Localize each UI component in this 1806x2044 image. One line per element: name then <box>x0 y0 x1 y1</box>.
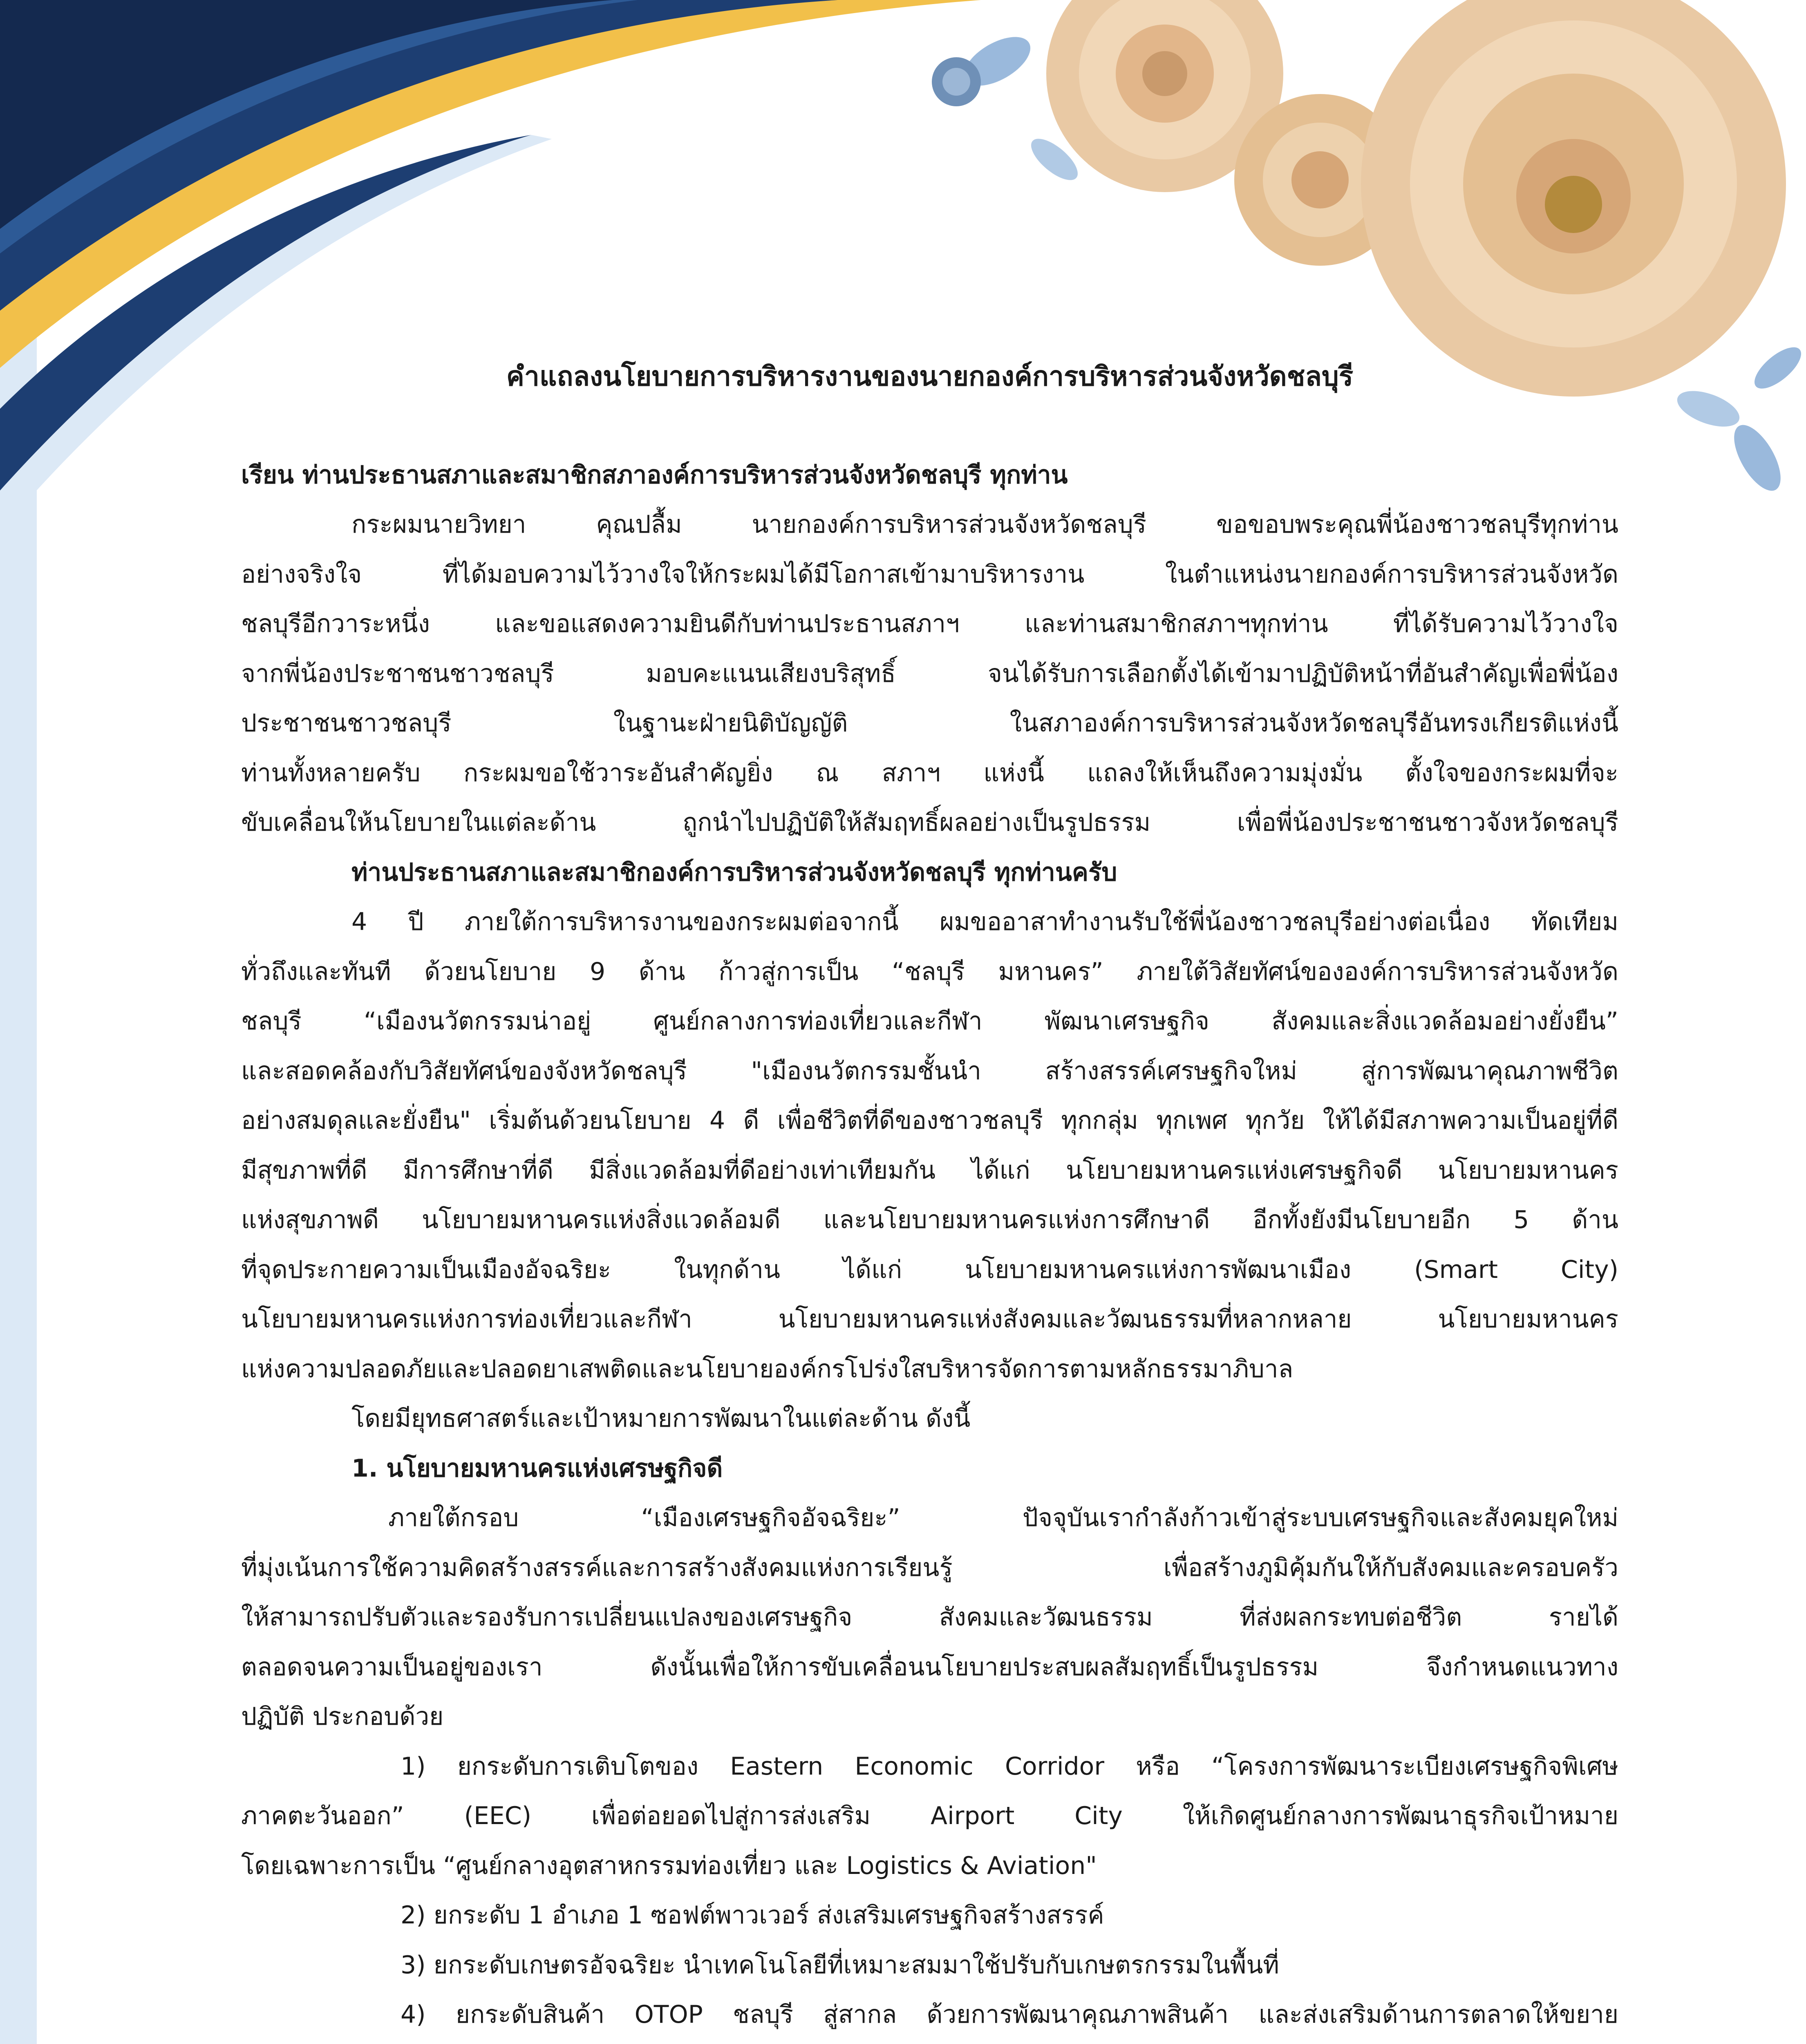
body-text-line <box>241 2040 1618 2044</box>
heading-line: 1. นโยบายมหานครแห่งเศรษฐกิจดี <box>351 1454 723 1483</box>
body-text-line: 1) ยกระดับการเติบโตของ Eastern Economic Corridor หรือ “โครงการพัฒนาระเบียงเศรษฐกิจพิเศษ <box>401 1752 1618 1781</box>
body-text-line: ให้สามารถปรับตัวและรองรับการเปลี่ยนแปลงของเศรษฐกิจ สังคมและวัฒนธรรม ที่ส่งผลกระทบต่อชีวิต รายได้ <box>241 1603 1618 1632</box>
body-text-line: ท่านทั้งหลายครับ กระผมขอใช้วาระอันสำคัญยิ่ง ณ สภาฯ แห่งนี้ แถลงให้เห็นถึงความมุ่งมั่น ตั้งใจของกระผมที่จะ <box>241 758 1618 787</box>
left-frame-strip <box>0 327 37 2044</box>
body-text-line: ประชาชนชาวชลบุรี ในฐานะฝ่ายนิติบัญญัติ ในสภาองค์การบริหารส่วนจังหวัดชลบุรีอันทรงเกียรติแห่งนี้ <box>241 709 1618 737</box>
body-text-line: นโยบายมหานครแห่งการท่องเที่ยวและกีฬา นโยบายมหานครแห่งสังคมและวัฒนธรรมที่หลากหลาย นโยบายมหานคร <box>241 1305 1618 1334</box>
body-text-line: ภาคตะวันออก” (EEC) เพื่อต่อยอดไปสู่การส่งเสริม Airport City ให้เกิดศูนย์กลางการพัฒนาธุรกิจเป้าหมาย <box>241 1802 1618 1830</box>
body-text-line: โดยเฉพาะการเป็น “ศูนย์กลางอุตสาหกรรมท่องเที่ยว และ Logistics & Aviation" <box>241 1851 1097 1880</box>
body-text-line: ที่มุ่งเน้นการใช้ความคิดสร้างสรรค์และการสร้างสังคมแห่งการเรียนรู้ เพื่อสร้างภูมิคุ้มกันให้กับสังคมและครอบครัว <box>241 1553 1618 1582</box>
body-text-line: 2) ยกระดับ 1 อำเภอ 1 ซอฟต์พาวเวอร์ ส่งเสริมเศรษฐกิจสร้างสรรค์ <box>401 1901 1104 1930</box>
body-text-line: มีสุขภาพที่ดี มีการศึกษาที่ดี มีสิ่งแวดล้อมที่ดีอย่างเท่าเทียมกัน ได้แก่ นโยบายมหานครแห่งเศรษฐกิจดี นโยบายมหานคร <box>241 1156 1618 1185</box>
body-text-line: แห่งสุขภาพดี นโยบายมหานครแห่งสิ่งแวดล้อมดี และนโยบายมหานครแห่งการศึกษาดี อีกทั้งยังมีนโยบายอีก 5 ด้าน <box>241 1206 1618 1234</box>
body-text-line: 3) ยกระดับเกษตรอัจฉริยะ นำเทคโนโลยีที่เหมาะสมมาใช้ปรับกับเกษตรกรรมในพื้นที่ <box>401 1950 1279 1979</box>
body-text-line: 4) ยกระดับสินค้า OTOP ชลบุรี สู่สากล ด้วยการพัฒนาคุณภาพสินค้า และส่งเสริมด้านการตลาดให้ขยาย <box>401 2000 1618 2029</box>
body-text-line: ขับเคลื่อนให้นโยบายในแต่ละด้าน ถูกนำไปปฏิบัติให้สัมฤทธิ์ผลอย่างเป็นรูปธรรม เพื่อพี่น้องประชาชนชาวจังหวัดชลบุรี <box>241 808 1618 837</box>
heading-line: เรียน ท่านประธานสภาและสมาชิกสภาองค์การบริหารส่วนจังหวัดชลบุรี ทุกท่าน <box>241 460 1068 489</box>
body-text-line: ตลอดจนความเป็นอยู่ของเรา ดังนั้นเพื่อให้การขับเคลื่อนนโยบายประสบผลสัมฤทธิ์เป็นรูปธรรม จึงกำหนดแนวทาง <box>241 1652 1618 1681</box>
body-text-line: ภายใต้กรอบ “เมืองเศรษฐกิจอัจฉริยะ” ปัจจุบันเรากำลังก้าวเข้าสู่ระบบเศรษฐกิจและสังคมยุคใหม่ <box>388 1504 1618 1532</box>
body-text-line: ที่จุดประกายความเป็นเมืองอัจฉริยะ ในทุกด้าน ได้แก่ นโยบายมหานครแห่งการพัฒนาเมือง (Smart City) <box>241 1255 1618 1284</box>
body-text-line: อย่างสมดุลและยั่งยืน" เริ่มต้นด้วยนโยบาย 4 ดี เพื่อชีวิตที่ดีของชาวชลบุรี ทุกกลุ่ม ทุกเพศ ทุกวัย ให้ได้มีสภาพความเป็นอยู่ที่ดี <box>241 1106 1618 1135</box>
body-text-line: โดยมียุทธศาสตร์และเป้าหมายการพัฒนาในแต่ละด้าน ดังนี้ <box>351 1404 971 1433</box>
body-text-line: ชลบุรีอีกวาระหนึ่ง และขอแสดงความยินดีกับท่านประธานสภาฯ และท่านสมาชิกสภาฯทุกท่าน ที่ได้รับความไว้วางใจ <box>241 610 1618 638</box>
body-text-line: อย่างจริงใจ ที่ได้มอบความไว้วางใจให้กระผมได้มีโอกาสเข้ามาบริหารงาน ในตำแหน่งนายกองค์การบริหารส่วนจังหวัด <box>241 560 1618 589</box>
policy-document <box>241 352 1618 2044</box>
body-text-line: ทั่วถึงและทันที ด้วยนโยบาย 9 ด้าน ก้าวสู่การเป็น “ชลบุรี มหานคร” ภายใต้วิสัยทัศน์ขององค์การบริหารส่วนจังหวัด <box>241 957 1618 986</box>
body-text-line: 4 ปี ภายใต้การบริหารงานของกระผมต่อจากนี้ ผมขออาสาทำงานรับใช้พี่น้องชาวชลบุรีอย่างต่อเนื่อง ทัดเทียม <box>351 908 1618 936</box>
heading-line: ท่านประธานสภาและสมาชิกองค์การบริหารส่วนจังหวัดชลบุรี ทุกท่านครับ <box>351 858 1117 887</box>
body-text-line: ชลบุรี “เมืองนวัตกรรมน่าอยู่ ศูนย์กลางการท่องเที่ยวและกีฬา พัฒนาเศรษฐกิจ สังคมและสิ่งแวดล้อมอย่างยั่งยืน” <box>241 1007 1618 1035</box>
body-text-line: แห่งความปลอดภัยและปลอดยาเสพติดและนโยบายองค์กรโปร่งใสบริหารจัดการตามหลักธรรมาภิบาล <box>241 1354 1294 1383</box>
body-text-line: กระผมนายวิทยา คุณปลื้ม นายกองค์การบริหารส่วนจังหวัดชลบุรี ขอขอบพระคุณพี่น้องชาวชลบุรีทุกท่าน <box>351 510 1618 539</box>
body-text-line: จากพี่น้องประชาชนชาวชลบุรี มอบคะแนนเสียงบริสุทธิ์ จนได้รับการเลือกตั้งได้เข้ามาปฏิบัติหน้าที่อันสำคัญเพื่อพี่น้อง <box>241 659 1618 688</box>
document-title: คำแถลงนโยบายการบริหารงานของนายกองค์การบริหารส่วนจังหวัดชลบุรี <box>506 361 1354 392</box>
body-text-line: ปฏิบัติ ประกอบด้วย <box>241 1702 444 1731</box>
document-body <box>241 450 1618 2044</box>
body-text-line: และสอดคล้องกับวิสัยทัศน์ของจังหวัดชลบุรี "เมืองนวัตกรรมชั้นนำ สร้างสรรค์เศรษฐกิจใหม่ สู่การพัฒนาคุณภาพชีวิต <box>241 1056 1618 1085</box>
